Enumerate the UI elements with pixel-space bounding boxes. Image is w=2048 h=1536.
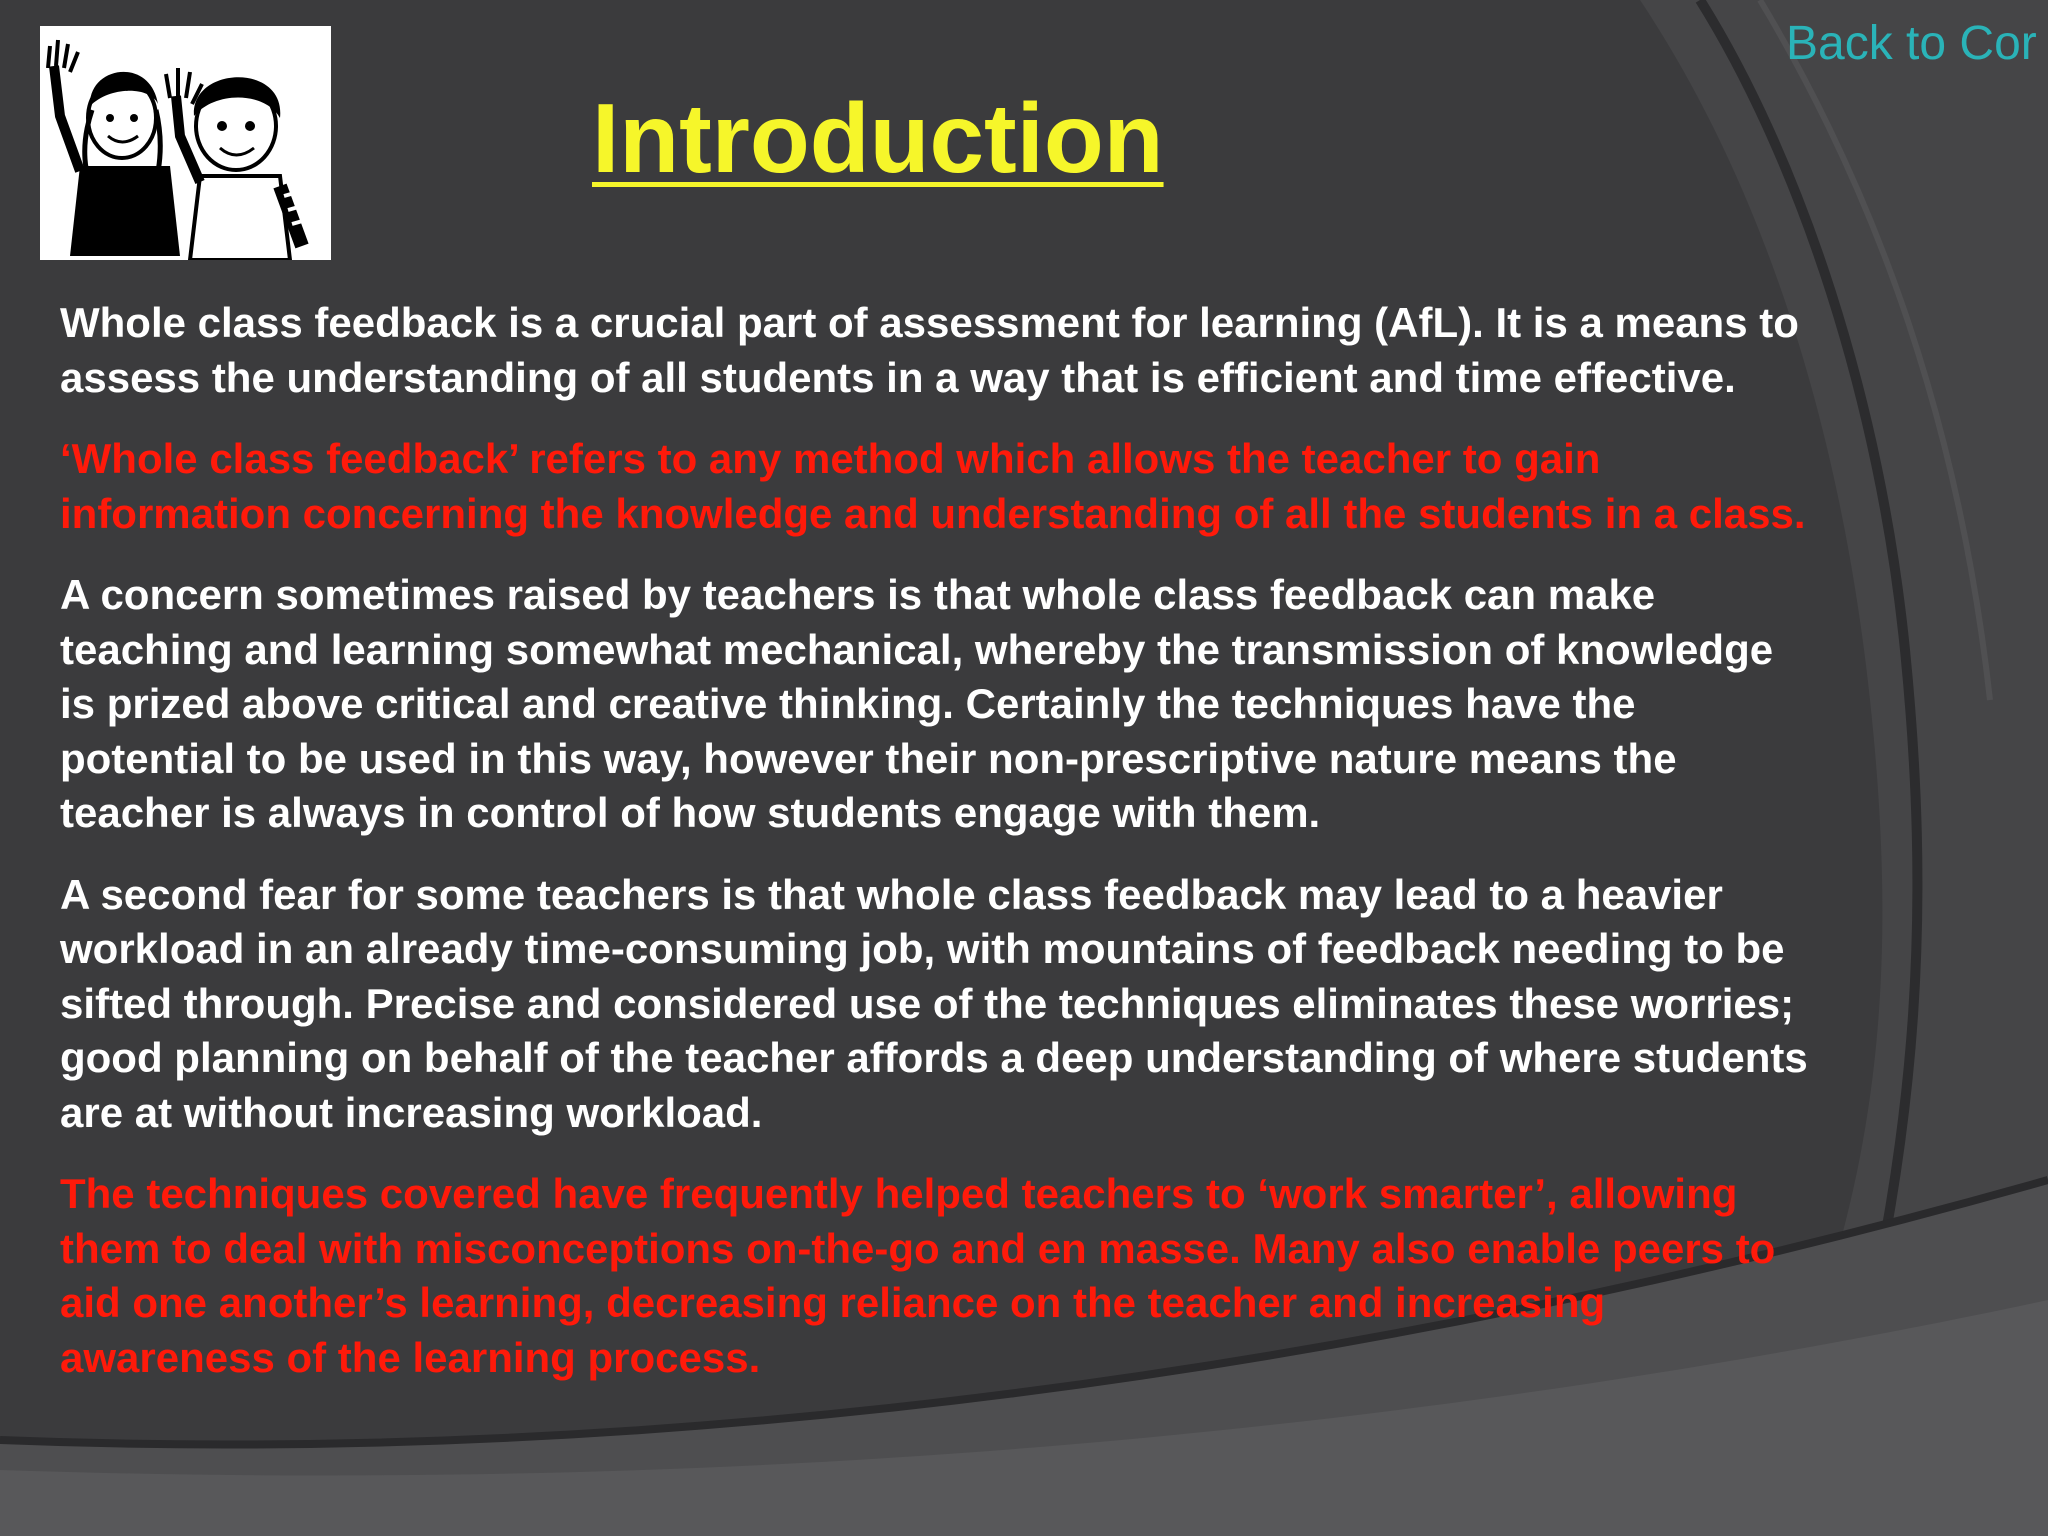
- page-title: Introduction: [592, 83, 1164, 193]
- body-text: [60, 296, 1960, 1412]
- paragraph-whole-class-feedback-definition: ‘Whole class feedback’ refers to any method which allows the teacher to gain information concerning the knowledge and understanding of all the students in a class.: [60, 435, 1806, 537]
- paragraph-work-smarter: The techniques covered have frequently helped teachers to ‘work smarter’, allowing them to deal with misconceptions on-the-go and en masse. Many also enable peers to aid one another’s learning, decreasing reliance on the teacher and increasing awareness of the learning process.: [60, 1170, 1776, 1381]
- paragraph-workload-fear: A second fear for some teachers is that whole class feedback may lead to a heavier workload in an already time-consuming job, with mountains of feedback needing to be sifted through. Precise and considered use of the techniques eliminates these worries; good planning on behalf of the teacher affords a deep understanding of where students are at without increasing workload.: [60, 870, 1808, 1136]
- waving-children-icon: [40, 26, 331, 260]
- paragraph-concern-mechanical: A concern sometimes raised by teachers is that whole class feedback can make teaching and learning somewhat mechanical, whereby the transmission of knowledge is prized above critical and creative thinking. Certainly the techniques have the potential to be used in this way, however their non-prescriptive nature means the teacher is always in control of how students engage with them.: [60, 571, 1774, 836]
- back-to-contents-link[interactable]: Back to Cor: [1786, 17, 2037, 70]
- paragraph-afl-definition: Whole class feedback is a crucial part of assessment for learning (AfL). It is a means to assess the understanding of all students in a way that is efficient and time effective.: [60, 299, 1799, 401]
- clipart-image: [40, 26, 331, 260]
